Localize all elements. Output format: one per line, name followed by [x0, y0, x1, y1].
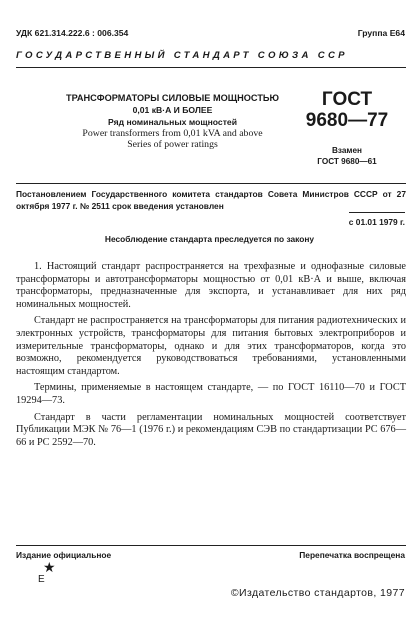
title-line-1: ТРАНСФОРМАТОРЫ СИЛОВЫЕ МОЩНОСТЬЮ — [65, 93, 280, 103]
star-icon: ★ — [43, 561, 56, 576]
copyright: ©Издательство стандартов, 1977 — [230, 587, 405, 599]
title-line-2: 0,01 кВ·А И БОЛЕЕ — [132, 105, 213, 115]
paragraph-2: Стандарт не распространяется на трансформаторы для питания радиотехнических и электронных устройств, трансформаторы для питания бытовых электроприборов и измерительные трансформаторы, однако и для этих трансформаторов, когда это возможно, рекомендуется руководствоваться требованиями, установленными настоящим стандартом. — [16, 315, 406, 377]
body-text — [16, 261, 406, 453]
footer-divider — [16, 545, 406, 546]
reprint-prohibited: Перепечатка воспрещена — [299, 550, 405, 560]
title-subtitle: Ряд номинальных мощностей — [108, 117, 237, 127]
group-code: Группа Е64 — [357, 28, 405, 38]
gost-number: 9680—77 — [305, 110, 389, 131]
paragraph-1: 1. Настоящий стандарт распространяется на трехфазные и однофазные силовые трансформаторы и автотрансформаторы мощностью от 0,01 кВ·А и выше, включая трансформаторы, предназначенные для экспорта, и устанавливает для них ряд номинальных мощностей. — [16, 261, 406, 310]
paragraph-3: Термины, применяемые в настоящем стандарте, — по ГОСТ 16110—70 и ГОСТ 19294—73. — [16, 382, 406, 406]
paragraph-4: Стандарт в части регламентации номинальных мощностей соответствует Публикации МЭК № 76—1 (1976 г.) и рекомендациям СЭВ по стандартизации PC 676—66 и PC 2592—70. — [16, 411, 406, 448]
official-edition: Издание официальное — [16, 550, 112, 560]
top-divider — [16, 67, 406, 68]
replaces-label: Взамен — [332, 146, 362, 155]
title-block — [40, 92, 305, 150]
title-english-1: Power transformers from 0,01 kVA and above — [82, 128, 263, 139]
standard-banner: ГОСУДАРСТВЕННЫЙ СТАНДАРТ СОЮЗА ССР — [16, 50, 348, 61]
title-english-2: Series of power ratings — [127, 139, 218, 150]
decree-text: Постановлением Государственного комитета стандартов Совета Министров СССР от 27 октября 1977 г. № 2511 срок введения установлен — [16, 189, 406, 211]
decree-divider — [16, 183, 406, 184]
gost-block — [292, 90, 402, 167]
effective-date: с 01.01 1979 г. — [349, 212, 405, 227]
replaces-standard: ГОСТ 9680—61 — [317, 157, 377, 166]
edition-letter: Е — [38, 574, 45, 585]
gost-label: ГОСТ — [321, 89, 373, 110]
udk-code: УДК 621.314.222.6 : 006.354 — [16, 28, 129, 38]
legal-warning: Несоблюдение стандарта преследуется по закону — [104, 234, 315, 244]
